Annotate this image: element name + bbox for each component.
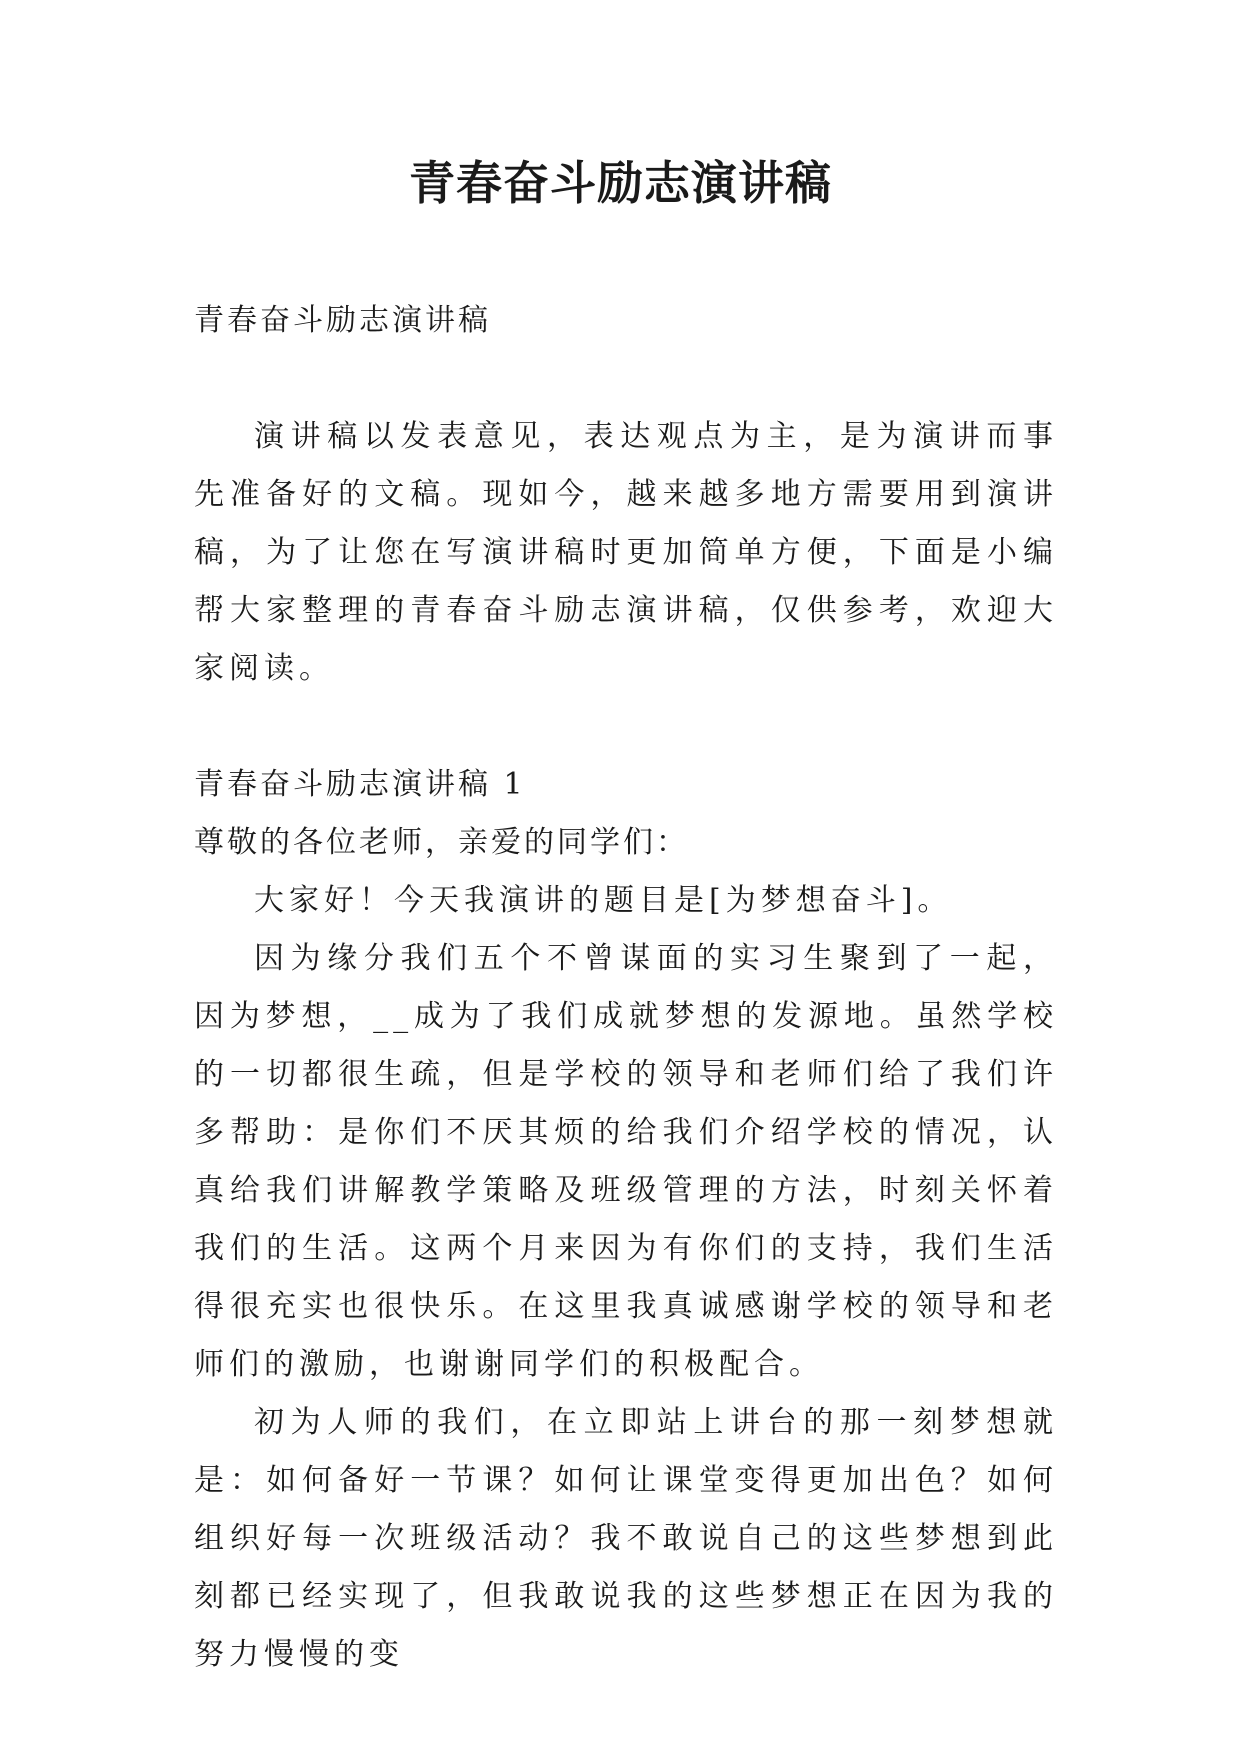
salutation: 尊敬的各位老师，亲爱的同学们： [194,825,689,860]
document-title: 青春奋斗励志演讲稿 [409,156,832,210]
document-body [194,292,1058,1684]
intro-paragraph: 演讲稿以发表意见，表达观点为主，是为演讲而事先准备好的文稿。现如今，越来越多地方需要用到演讲稿，为了让您在写演讲稿时更加简单方便，下面是小编帮大家整理的青春奋斗励志演讲稿，仅供参考，欢迎大家阅读。 [194,419,1058,686]
section-heading: 青春奋斗励志演讲稿 1 [194,767,526,802]
body-paragraph: 因为缘分我们五个不曾谋面的实习生聚到了一起，因为梦想，__成为了我们成就梦想的发源地。虽然学校的一切都很生疏，但是学校的领导和老师们给了我们许多帮助：是你们不厌其烦的给我们介绍学校的情况，认真给我们讲解教学策略及班级管理的方法，时刻关怀着我们的生活。这两个月来因为有你们的支持，我们生活得很充实也很快乐。在这里我真诚感谢学校的领导和老师们的激励，也谢谢同学们的积极配合。 [194,941,1058,1382]
body-paragraph: 大家好！今天我演讲的题目是[为梦想奋斗]。 [254,883,953,918]
body-paragraph: 初为人师的我们，在立即站上讲台的那一刻梦想就是：如何备好一节课？如何让课堂变得更加出色？如何组织好每一次班级活动？我不敢说自己的这些梦想到此刻都已经实现了，但我敢说我的这些梦想正在因为我的努力慢慢的变 [194,1405,1058,1672]
document-subtitle: 青春奋斗励志演讲稿 [194,303,491,338]
